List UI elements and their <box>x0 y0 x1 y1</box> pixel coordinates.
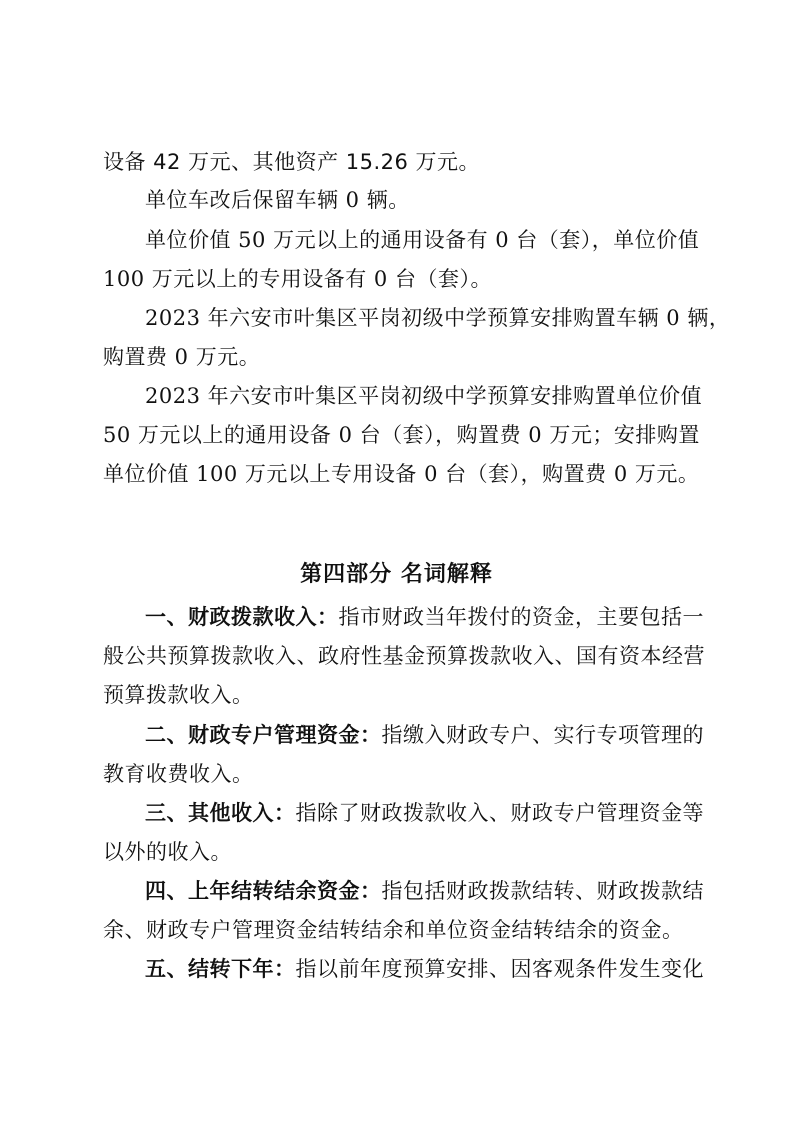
definition-1-title: 一、财政拨款收入： <box>145 605 339 629</box>
definition-1-text: 指市财政当年拨付的资金，主要包括一 <box>338 605 704 629</box>
definition-5-text: 指以前年度预算安排、因客观条件发生变化 <box>295 957 704 981</box>
purchase-vehicle-line-2: 购置费 0 万元。 <box>103 345 261 369</box>
definition-2 <box>145 721 704 749</box>
definition-2-title: 二、财政专户管理资金： <box>145 723 382 747</box>
definition-1-line-3: 预算拨款收入。 <box>103 683 254 707</box>
definition-1-line-2: 般公共预算拨款收入、政府性基金预算拨款收入、国有资本经营 <box>103 644 705 668</box>
purchase-equipment-line-1: 2023 年六安市叶集区平岗初级中学预算安排购置单位价值 <box>145 384 703 408</box>
definition-5 <box>145 955 704 983</box>
definition-3-text: 指除了财政拨款收入、财政专户管理资金等 <box>295 801 704 825</box>
equipment-line-1: 单位价值 50 万元以上的通用设备有 0 台（套），单位价值 <box>145 228 700 252</box>
definition-1 <box>145 603 704 631</box>
purchase-equipment-line-3: 单位价值 100 万元以上专用设备 0 台（套），购置费 0 万元。 <box>103 462 700 486</box>
definition-3-title: 三、其他收入： <box>145 801 296 825</box>
definition-3-line-2: 以外的收入。 <box>103 840 232 864</box>
definition-2-line-2: 教育收费收入。 <box>103 762 254 786</box>
definition-4 <box>145 877 704 905</box>
definition-3 <box>145 799 704 827</box>
assets-line: 设备 42 万元、其他资产 15.26 万元。 <box>103 150 481 174</box>
vehicle-line: 单位车改后保留车辆 0 辆。 <box>145 188 410 212</box>
definition-4-line-2: 余、财政专户管理资金结转结余和单位资金结转结余的资金。 <box>103 918 684 942</box>
purchase-equipment-line-2: 50 万元以上的通用设备 0 台（套），购置费 0 万元；安排购置 <box>103 423 700 447</box>
definition-5-title: 五、结转下年： <box>145 957 296 981</box>
equipment-line-2: 100 万元以上的专用设备有 0 台（套）。 <box>103 267 492 291</box>
definition-4-title: 四、上年结转结余资金： <box>145 879 382 903</box>
part4-heading: 第四部分 名词解释 <box>300 562 493 587</box>
definition-4-text: 指包括财政拨款结转、财政拨款结 <box>381 879 704 903</box>
purchase-vehicle-line-1: 2023 年六安市叶集区平岗初级中学预算安排购置车辆 0 辆， <box>145 306 731 330</box>
definition-2-text: 指缴入财政专户、实行专项管理的 <box>381 723 704 747</box>
